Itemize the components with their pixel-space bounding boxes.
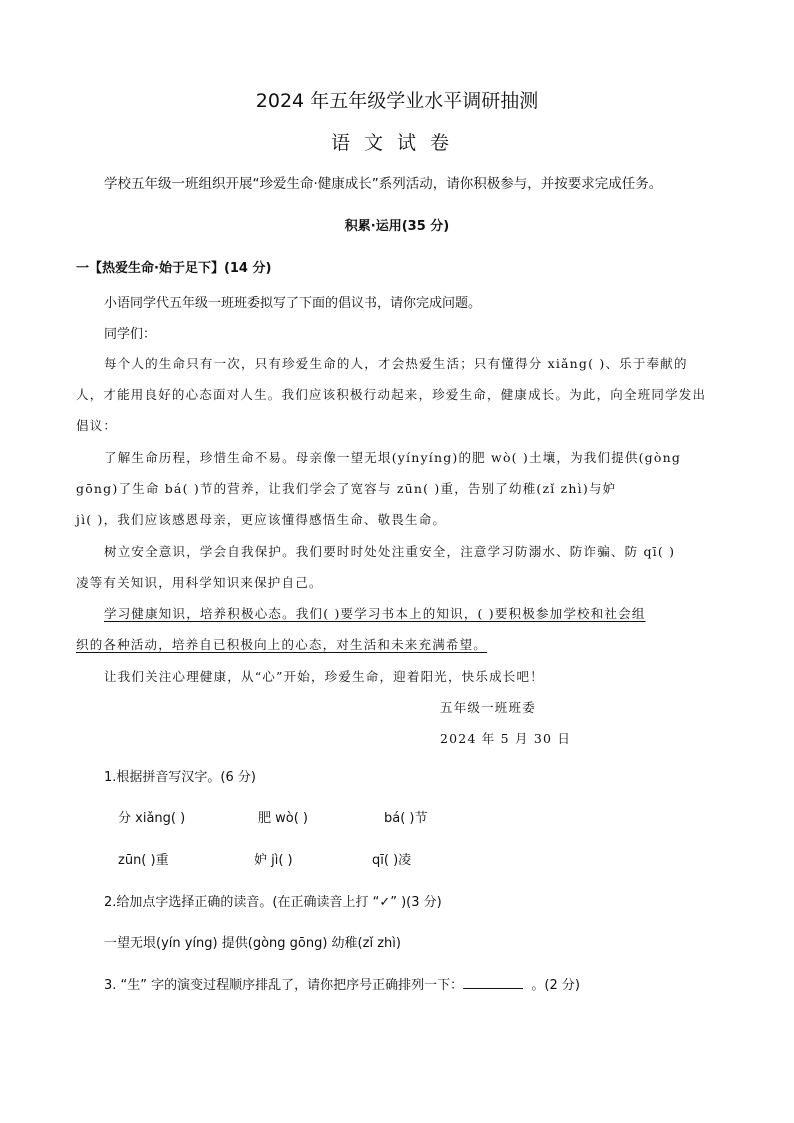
exam-title: 2024 年五年级学业水平调研抽测 [255, 90, 539, 112]
letter-line: 让我们关注心理健康，从“心”开始，珍爱生命，迎着阳光，快乐成长吧！ [104, 669, 544, 684]
letter-line: jì( )，我们应该感恩母亲，更应该懂得感悟生命、敬畏生命。 [76, 512, 447, 527]
q1-item: 肥 wò( ) [258, 811, 308, 826]
exam-subtitle: 语文试卷 [330, 132, 463, 154]
part1-heading: 一【热爱生命·始于足下】(14 分) [76, 261, 272, 276]
q2-prompt: 2.给加点字选择正确的读音。(在正确读音上打 “✓” )(3 分) [104, 895, 442, 910]
letter-signature: 五年级一班班委 [440, 700, 536, 715]
q1-item: 妒 jì( ) [254, 853, 293, 868]
q3-line [104, 974, 580, 993]
letter-line: 每个人的生命只有一次，只有珍爱生命的人，才会热爱生活；只有懂得分 xiǎng( )、乐于奉献的 [104, 356, 688, 371]
letter-date: 2024 年 5 月 30 日 [440, 731, 572, 746]
letter-line: 树立安全意识，学会自我保护。我们要时时处处注重安全，注意学习防溺水、防诈骗、防 qī( ) [104, 544, 676, 559]
q1-item: bá( )节 [384, 811, 428, 826]
letter-line: 倡议： [76, 418, 118, 433]
q3-answer-blank[interactable] [463, 976, 523, 989]
q1-item: qī( )凌 [372, 853, 412, 868]
q1-item: 分 xiǎng( ) [118, 811, 186, 826]
q2-items: 一望无垠(yín yíng) 提供(gòng gōng) 幼稚(zǐ zhì) [104, 936, 401, 951]
intro-text: 学校五年级一班组织开展“珍爱生命·健康成长”系列活动，请你积极参与，并按要求完成任务。 [104, 176, 663, 192]
q1-prompt: 1.根据拼音写汉字。(6 分) [104, 770, 256, 785]
q1-item: zūn( )重 [118, 853, 169, 868]
section-title: 积累·运用(35 分) [344, 219, 450, 234]
letter-line-underlined: 学习健康知识，培养积极心态。我们( )要学习书本上的知识，( )要积极参加学校和社会组 [104, 606, 646, 621]
letter-line: 凌等有关知识，用科学知识来保护自己。 [76, 575, 323, 590]
letter-line: 人，才能用良好的心态面对人生。我们应该积极行动起来，珍爱生命，健康成长。为此，向全班同学发出 [76, 387, 707, 402]
q3-suffix: 。(2 分) [531, 978, 580, 993]
letter-line: 了解生命历程，珍惜生命不易。母亲像一望无垠(yínyíng)的肥 wò( )土壤，为我们提供(gòng [104, 450, 682, 465]
part1-lead: 小语同学代五年级一班班委拟写了下面的倡议书，请你完成问题。 [104, 296, 482, 311]
letter-line: gōng)了生命 bá( )节的营养，让我们学会了宽容与 zūn( )重，告别了幼稚(zǐ zhì)与妒 [76, 481, 617, 496]
letter-line-underlined: 织的各种活动，培养自已积极向上的心态，对生活和未来充满希望。 [76, 637, 488, 652]
q3-prompt: 3. “生” 字的演变过程顺序排乱了，请你把序号正确排列一下： [104, 978, 464, 993]
letter-salutation: 同学们： [104, 327, 157, 342]
